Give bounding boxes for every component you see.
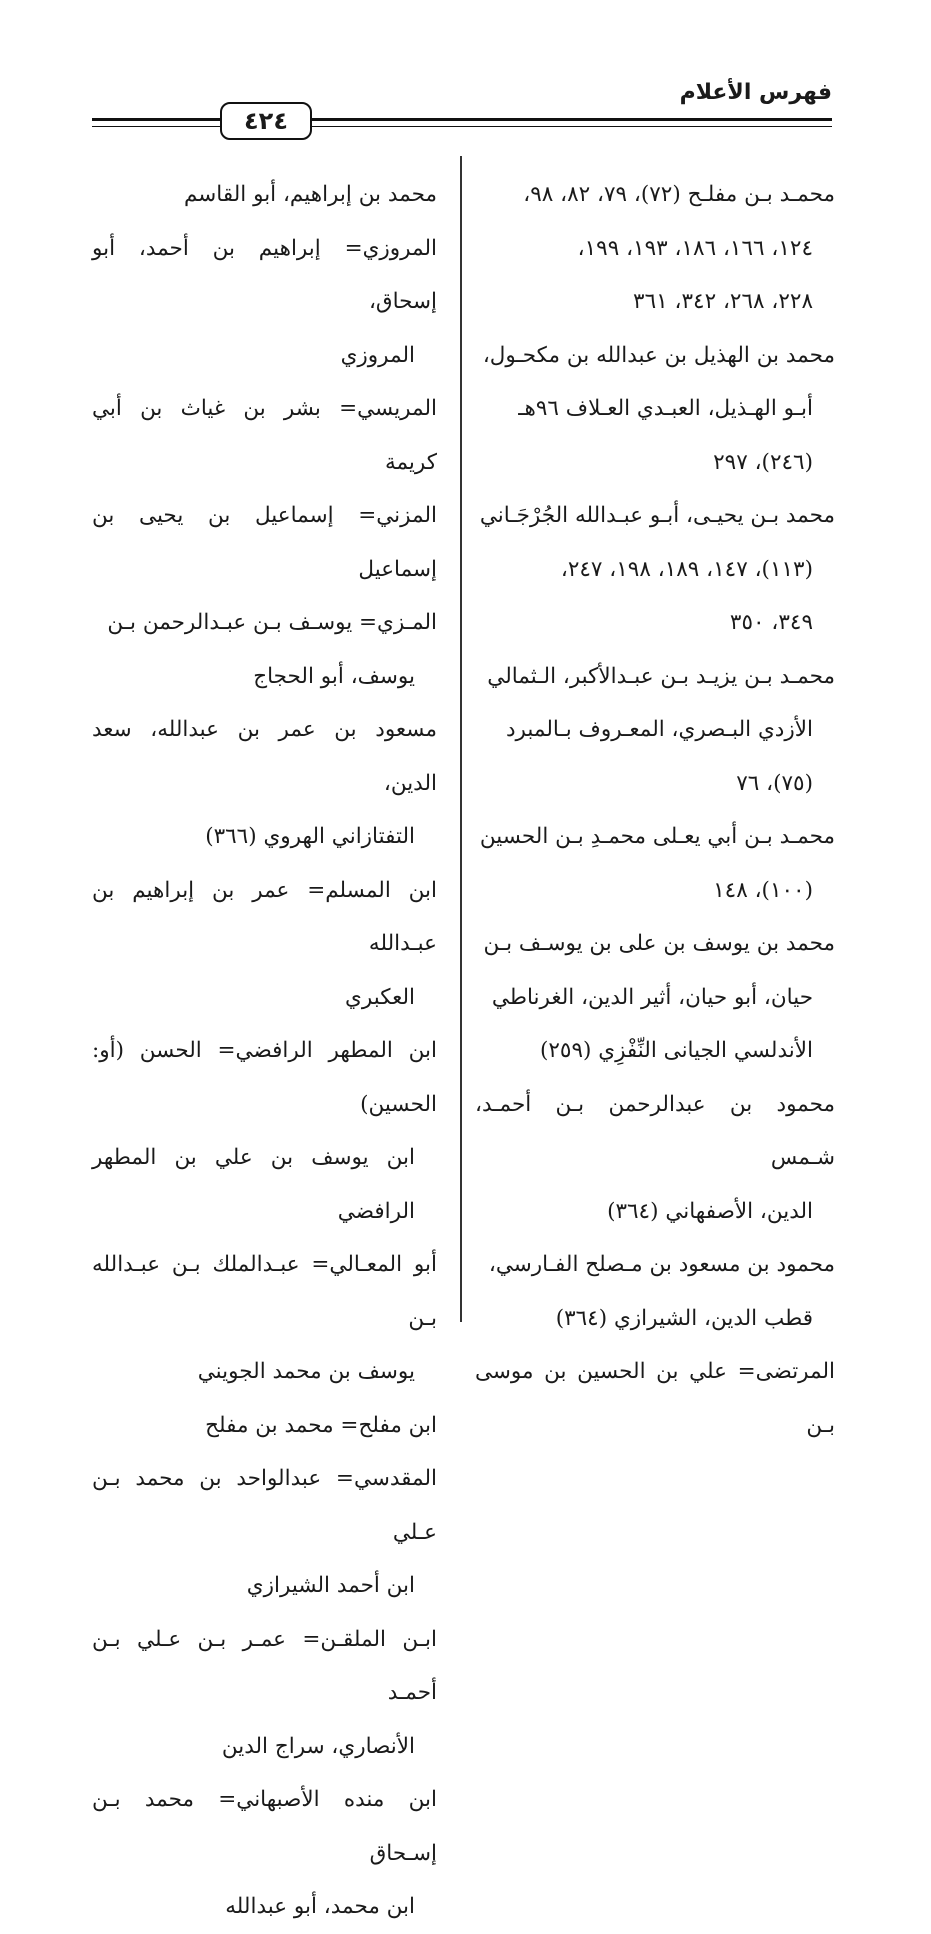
index-entry <box>475 917 835 1078</box>
index-entry <box>475 1078 835 1239</box>
entry-heading-line: محمد بن يوسف بن على بن يوسـف بـن <box>483 931 835 956</box>
entry-continuation-line: حيان، أبو حيان، أثير الدين، الغرناطي <box>491 984 813 1010</box>
entry-heading-line: ابن مفلح= محمد بن مفلح <box>205 1412 437 1438</box>
index-entry <box>475 650 835 811</box>
entry-heading-line: محمد بن الهذيل بن عبدالله بن مكحـول، <box>482 342 835 368</box>
entry-continuation-line: (٧٥)، ٧٦ <box>736 770 813 796</box>
entry-continuation-line: (١١٣)، ١٤٧، ١٨٩، ١٩٨، ٢٤٧، <box>560 556 813 582</box>
index-entry <box>475 810 835 917</box>
index-entry <box>92 1024 437 1238</box>
entry-heading-line: المـزي= يوسـف بـن عبـدالرحمن بـن <box>107 610 437 635</box>
entry-heading-line: ابن المسلم= عمر بن إبراهيم بن عبـدالله <box>92 877 437 956</box>
entry-heading-line: محمود بن مسعود بن مـصلح الفـارسي، <box>488 1252 835 1277</box>
index-entry <box>92 1613 437 1774</box>
entry-heading-line: ابن منده الأصبهاني= محمد بـن إسـحاق <box>92 1787 437 1866</box>
index-entry <box>92 1773 437 1934</box>
entry-continuation-line: الأندلسي الجيانى النِّفْزِي (٢٥٩) <box>539 1038 813 1063</box>
entry-heading-line: محمد بن إبراهيم، أبو القاسم <box>183 182 437 207</box>
entry-continuation-line: العكبري <box>345 984 415 1010</box>
index-entry <box>92 222 437 383</box>
page-number: ٤٢٤ <box>220 102 312 140</box>
entry-heading-line: أبو المعـالي= عبـدالملك بـن عبـدالله بـن <box>92 1252 437 1331</box>
index-entry <box>475 1345 835 1452</box>
entry-continuation-line: المروزي <box>340 342 415 368</box>
entry-heading-line: المرتضى= علي بن الحسين بن موسى بـن <box>475 1359 835 1438</box>
entry-continuation-line: أبـو الهـذيل، العبـدي العـلاف ٩٦هـ <box>518 396 813 421</box>
entry-heading-line: المقدسي= عبدالواحد بن محمد بـن عـلي <box>92 1466 437 1545</box>
index-column-right <box>475 168 835 1452</box>
running-header-title: فهرس الأعلام <box>679 80 832 105</box>
entry-continuation-line: (١٠٠)، ١٤٨ <box>713 877 813 903</box>
entry-continuation-line: ابن يوسف بن علي بن المطهر الرافضي <box>92 1145 415 1224</box>
entry-heading-line: المزني= إسماعيل بن يحيى بن إسماعيل <box>92 503 437 582</box>
index-column-left <box>92 168 437 1934</box>
index-entry <box>92 703 437 864</box>
entry-continuation-line: الأنصاري، سراج الدين <box>221 1733 415 1759</box>
entry-continuation-line: ٣٤٩، ٣٥٠ <box>729 610 813 635</box>
entry-continuation-line: الدين، الأصفهاني (٣٦٤) <box>607 1198 813 1224</box>
index-entry <box>92 1238 437 1399</box>
entry-heading-line: محمود بن عبدالرحمن بـن أحمـد، شـمس <box>475 1091 835 1170</box>
entry-continuation-line: ابن أحمد الشيرازي <box>246 1573 415 1598</box>
entry-heading-line: مسعود بن عمر بن عبدالله، سعد الدين، <box>92 717 437 796</box>
page-header <box>92 80 832 150</box>
entry-heading-line: ابن المطهر الرافضي= الحسن (أو: الحسين) <box>92 1038 437 1117</box>
index-entry <box>92 168 437 222</box>
entry-heading-line: المروزي= إبراهيم بن أحمد، أبو إسحاق، <box>92 235 437 314</box>
index-entry <box>92 864 437 1025</box>
entry-continuation-line: ١٢٤، ١٦٦، ١٨٦، ١٩٣، ١٩٩، <box>577 235 813 261</box>
entry-continuation-line: يوسف، أبو الحجاج <box>253 663 415 689</box>
index-entry <box>475 489 835 650</box>
entry-continuation-line: (٢٤٦)، ٢٩٧ <box>713 449 813 475</box>
index-entry <box>92 489 437 596</box>
header-rule-thin <box>92 126 832 127</box>
entry-continuation-line: ٢٢٨، ٢٦٨، ٣٤٢، ٣٦١ <box>633 289 813 314</box>
entry-heading-line: محمـد بـن يزيـد بـن عبـدالأكبر، الـثمالي <box>487 663 835 689</box>
index-entry <box>475 1238 835 1345</box>
index-entry <box>475 329 835 490</box>
header-rule <box>92 118 832 121</box>
entry-heading-line: محمـد بـن مفلـح (٧٢)، ٧٩، ٨٢، ٩٨، <box>523 182 835 207</box>
entry-heading-line: المريسي= بشر بن غياث بن أبي كريمة <box>92 396 437 475</box>
index-entry <box>475 168 835 329</box>
entry-continuation-line: التفتازاني الهروي (٣٦٦) <box>205 824 415 849</box>
index-entry <box>92 1452 437 1613</box>
entry-continuation-line: ابن محمد، أبو عبدالله <box>225 1894 415 1919</box>
entry-heading-line: محمـد بـن أبي يعـلى محمـدِ بـن الحسين <box>479 824 835 849</box>
entry-continuation-line: يوسف بن محمد الجويني <box>197 1359 415 1384</box>
index-entry <box>92 1399 437 1453</box>
entry-continuation-line: قطب الدين، الشيرازي (٣٦٤) <box>555 1305 813 1331</box>
entry-continuation-line: الأزدي البـصري، المعـروف بـالمبرد <box>505 717 813 742</box>
entry-heading-line: محمد بـن يحيـى، أبـو عبـدالله الجُرْجَـاني <box>479 503 835 528</box>
index-entry <box>92 382 437 489</box>
index-entry <box>92 596 437 703</box>
column-divider <box>460 156 462 1322</box>
entry-heading-line: ابـن الملقـن= عمـر بـن عـلي بـن أحمـد <box>92 1626 437 1705</box>
